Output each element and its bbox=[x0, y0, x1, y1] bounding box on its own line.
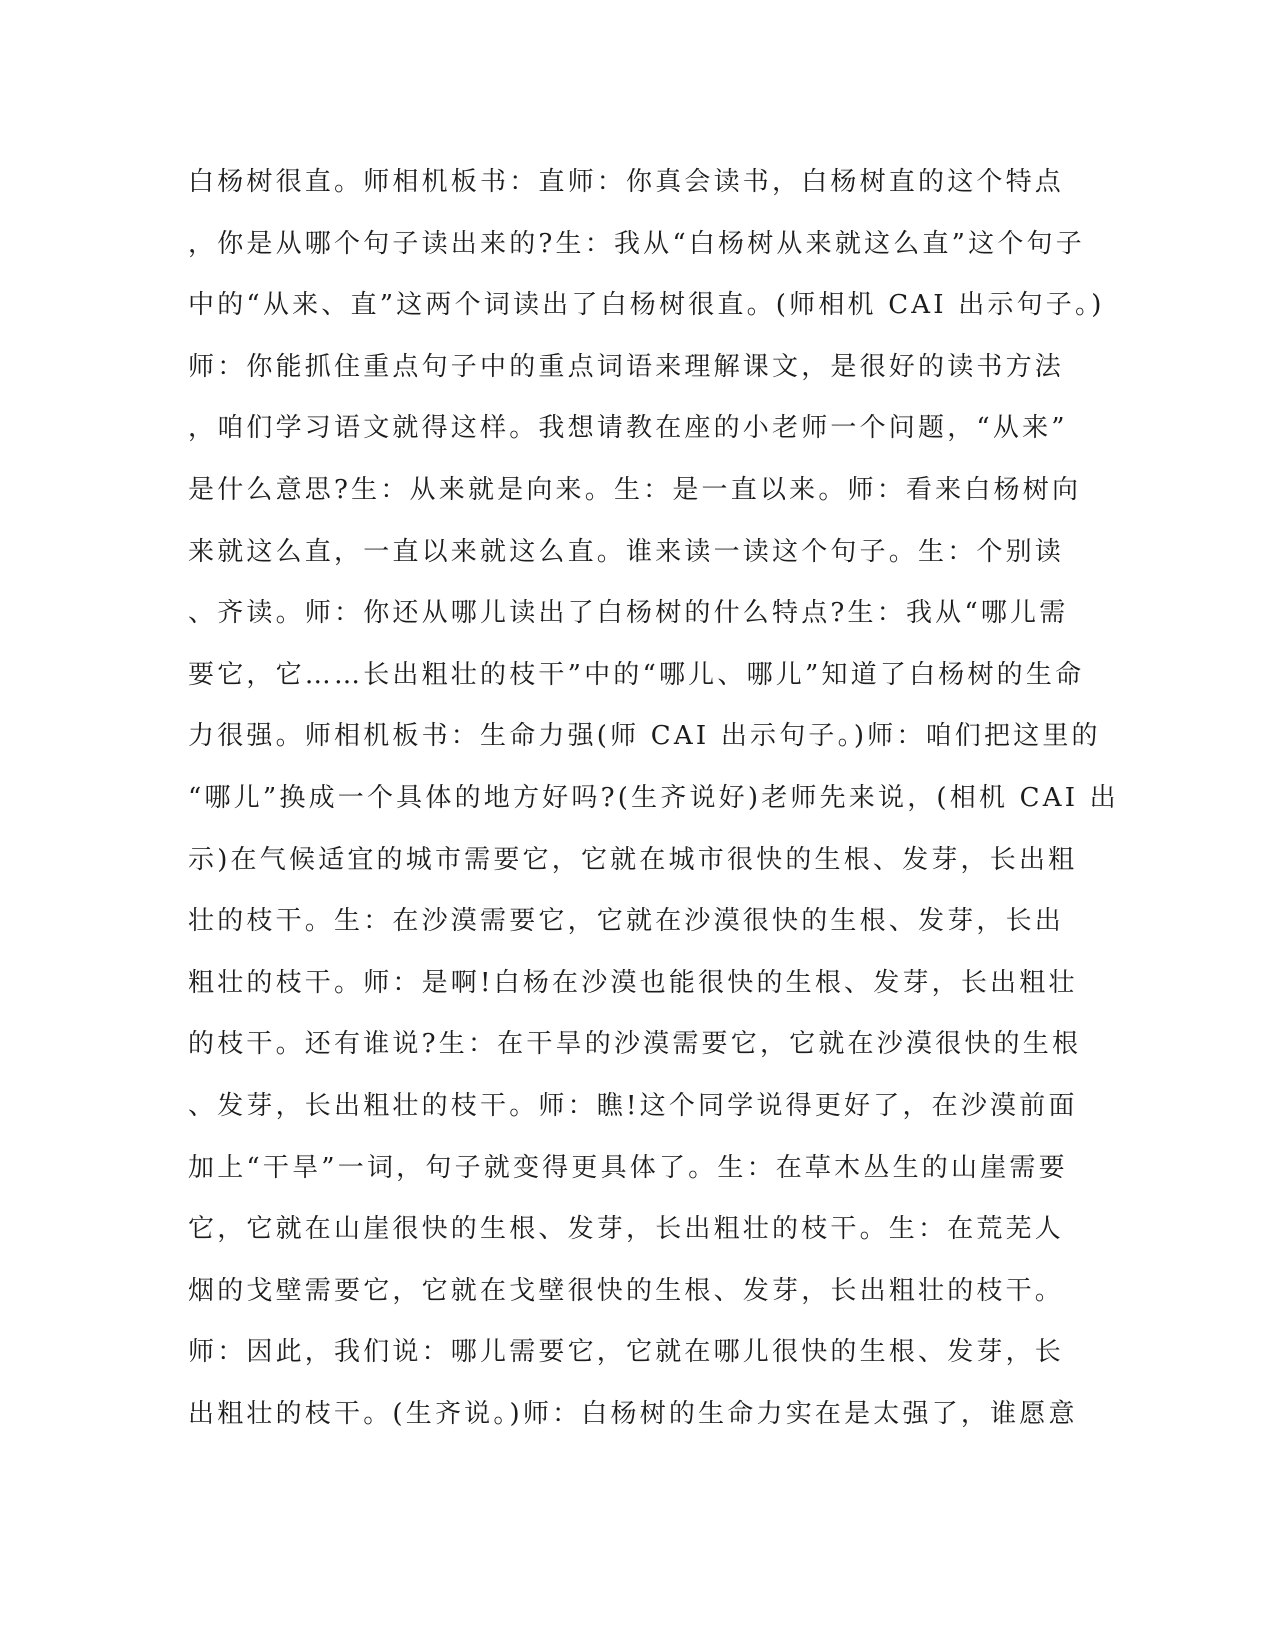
text-line: 烟的戈壁需要它，它就在戈壁很快的生根、发芽，长出粗壮的枝干。 bbox=[188, 1275, 1065, 1306]
text-line: 、发芽，长出粗壮的枝干。师：瞧!这个同学说得更好了，在沙漠前面 bbox=[188, 1090, 1078, 1121]
text-line: 壮的枝干。生：在沙漠需要它，它就在沙漠很快的生根、发芽，长出 bbox=[188, 906, 1065, 937]
body-text bbox=[188, 162, 1119, 1455]
text-line: 粗壮的枝干。师：是啊!白杨在沙漠也能很快的生根、发芽，长出粗壮 bbox=[188, 967, 1078, 998]
text-line: 示)在气候适宜的城市需要它，它就在城市很快的生根、发芽，长出粗 bbox=[188, 844, 1078, 875]
text-line: 中的“从来、直”这两个词读出了白杨树很直。(师相机 CAI 出示句子。) bbox=[188, 290, 1105, 321]
text-line: 力很强。师相机板书：生命力强(师 CAI 出示句子。)师：咱们把这里的 bbox=[188, 721, 1101, 752]
text-line: 的枝干。还有谁说?生：在干旱的沙漠需要它，它就在沙漠很快的生根 bbox=[188, 1029, 1082, 1060]
text-line: “哪儿”换成一个具体的地方好吗?(生齐说好)老师先来说，(相机 CAI 出 bbox=[188, 782, 1119, 813]
text-line: 师：你能抓住重点句子中的重点词语来理解课文，是很好的读书方法 bbox=[188, 351, 1065, 382]
text-line: ，你是从哪个句子读出来的?生：我从“白杨树从来就这么直”这个句子 bbox=[188, 228, 1085, 259]
text-line: 来就这么直，一直以来就这么直。谁来读一读这个句子。生：个别读 bbox=[188, 536, 1065, 567]
text-line: 出粗壮的枝干。(生齐说。)师：白杨树的生命力实在是太强了，谁愿意 bbox=[188, 1398, 1078, 1429]
text-line: ，咱们学习语文就得这样。我想请教在座的小老师一个问题，“从来” bbox=[188, 413, 1068, 444]
text-line: 加上“干旱”一词，句子就变得更具体了。生：在草木丛生的山崖需要 bbox=[188, 1152, 1068, 1183]
text-line: 白杨树很直。师相机板书：直师：你真会读书，白杨树直的这个特点 bbox=[188, 167, 1065, 197]
text-line: 是什么意思?生：从来就是向来。生：是一直以来。师：看来白杨树向 bbox=[188, 474, 1082, 505]
text-line: 、齐读。师：你还从哪儿读出了白杨树的什么特点?生：我从“哪儿需 bbox=[188, 598, 1069, 629]
text-line: 师：因此，我们说：哪儿需要它，它就在哪儿很快的生根、发芽，长 bbox=[188, 1337, 1065, 1368]
text-line: 要它，它……长出粗壮的枝干”中的“哪儿、哪儿”知道了白杨树的生命 bbox=[188, 659, 1085, 690]
text-line: 它，它就在山崖很快的生根、发芽，长出粗壮的枝干。生：在荒芜人 bbox=[188, 1214, 1065, 1245]
